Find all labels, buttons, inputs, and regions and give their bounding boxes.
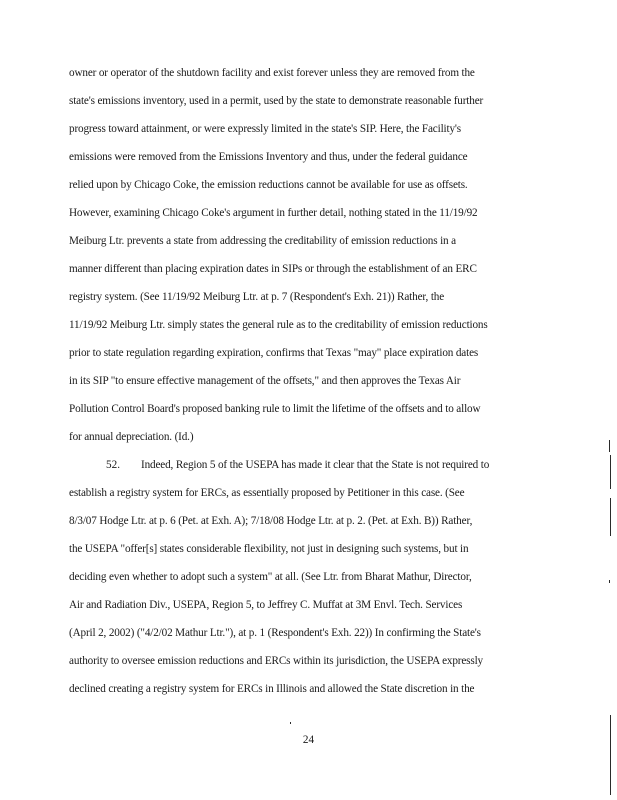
paragraph-line-6: Air and Radiation Div., USEPA, Region 5, to Jeffrey C. Muffat at 3M Envl. Tech. Services: [69, 599, 463, 611]
body-line-11: prior to state regulation regarding expiration, confirms that Texas "may" place expiration dates: [69, 347, 479, 359]
paragraph-line-5: deciding even whether to adopt such a system" at all. (See Ltr. from Bharat Mathur, Director,: [69, 571, 472, 583]
paragraph-line-1: Indeed, Region 5 of the USEPA has made it clear that the State is not required to: [141, 459, 490, 471]
scan-artifact-mark: [610, 498, 611, 536]
scan-artifact-mark: [609, 580, 610, 583]
paragraph-line-7: (April 2, 2002) ("4/2/02 Mathur Ltr."), at p. 1 (Respondent's Exh. 22)) In confirming the State's: [69, 627, 481, 639]
scan-artifact-mark: [610, 715, 611, 795]
paragraph-line-9: declined creating a registry system for ERCs in Illinois and allowed the State discretion in the: [69, 683, 475, 695]
body-line-8: manner different than placing expiration dates in SIPs or through the establishment of an ERC: [69, 263, 477, 275]
scan-artifact-mark: [610, 455, 611, 489]
paragraph-line-2: establish a registry system for ERCs, as essentially proposed by Petitioner in this case. (See: [69, 487, 465, 499]
paragraph-line-8: authority to oversee emission reductions and ERCs within its jurisdiction, the USEPA expressly: [69, 655, 483, 667]
paragraph-line-4: the USEPA "offer[s] states considerable flexibility, not just in designing such systems, but in: [69, 543, 469, 555]
scan-artifact-mark: [290, 722, 291, 724]
body-line-4: emissions were removed from the Emissions Inventory and thus, under the federal guidance: [69, 151, 468, 163]
body-line-3: progress toward attainment, or were expressly limited in the state's SIP. Here, the Facility's: [69, 123, 461, 135]
body-line-10: 11/19/92 Meiburg Ltr. simply states the general rule as to the creditability of emission reductions: [69, 319, 488, 331]
page-number: 24: [302, 734, 315, 746]
body-line-12: in its SIP "to ensure effective management of the offsets," and then approves the Texas Air: [69, 375, 461, 387]
body-line-13: Pollution Control Board's proposed banking rule to limit the lifetime of the offsets and to allow: [69, 403, 481, 415]
body-line-9: registry system. (See 11/19/92 Meiburg Ltr. at p. 7 (Respondent's Exh. 21)) Rather, the: [69, 291, 445, 303]
scan-artifact-mark: [609, 440, 610, 452]
body-line-6: However, examining Chicago Coke's argument in further detail, nothing stated in the 11/19/92: [69, 207, 478, 219]
paragraph-line-3: 8/3/07 Hodge Ltr. at p. 6 (Pet. at Exh. A); 7/18/08 Hodge Ltr. at p. 2. (Pet. at Exh. B)) Rather,: [69, 515, 473, 527]
body-line-5: relied upon by Chicago Coke, the emission reductions cannot be available for use as offsets.: [69, 179, 468, 191]
paragraph-number: 52.: [106, 459, 120, 471]
body-line-14: for annual depreciation. (Id.): [69, 431, 194, 443]
body-line-1: owner or operator of the shutdown facility and exist forever unless they are removed from the: [69, 67, 475, 79]
body-line-7: Meiburg Ltr. prevents a state from addressing the creditability of emission reductions in a: [69, 235, 456, 247]
body-line-2: state's emissions inventory, used in a permit, used by the state to demonstrate reasonable further: [69, 95, 484, 107]
